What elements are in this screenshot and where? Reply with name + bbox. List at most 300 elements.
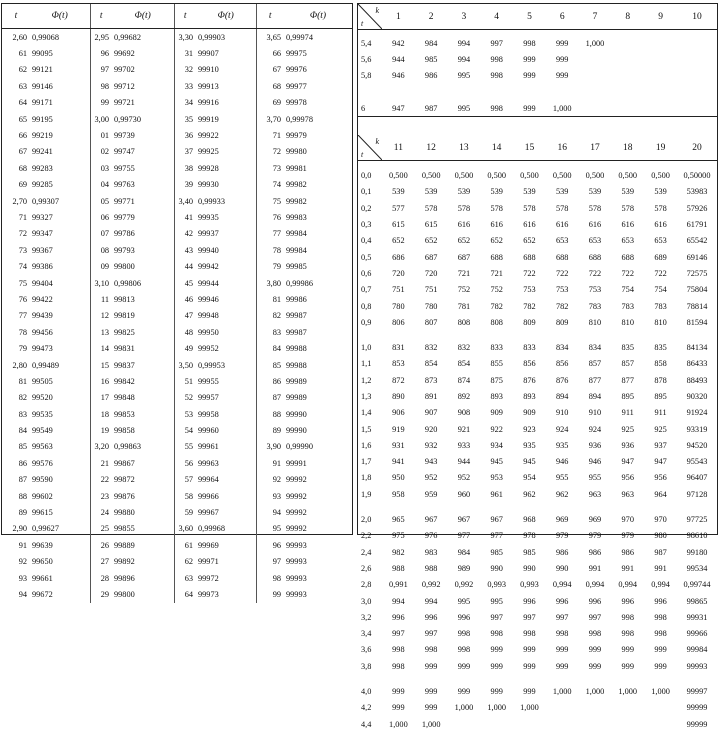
cell-value: 616 xyxy=(490,220,503,230)
cell-value: 970 xyxy=(621,515,634,525)
column-header-phi: Φ(t) xyxy=(196,4,256,29)
cell-t: 13 xyxy=(100,327,109,337)
cell-phi: 99973 xyxy=(196,586,256,602)
cell-t: 76 xyxy=(272,212,281,222)
cell-t: 94 xyxy=(18,589,27,599)
cell-value: 61791 xyxy=(686,220,708,230)
cell-value: 91924 xyxy=(686,408,708,418)
cell-value: 986 xyxy=(621,547,634,557)
cell-value: 946 xyxy=(392,71,405,81)
table-row xyxy=(358,68,717,84)
cell-phi: 0,99978 xyxy=(286,114,313,124)
cell-t: 92 xyxy=(18,557,27,567)
cell-t: 2,80 xyxy=(12,360,27,370)
cell-value: 653 xyxy=(654,236,667,246)
table-row xyxy=(358,339,717,355)
cell-t: 64 xyxy=(184,589,193,599)
cell-value: 924 xyxy=(555,424,569,434)
cell-value: 1,000 xyxy=(552,103,572,113)
cell-value: 578 xyxy=(523,203,536,213)
cell-t: 89 xyxy=(18,508,27,518)
cell-value: 93319 xyxy=(686,424,708,434)
cell-value: 911 xyxy=(654,408,667,418)
cell-value xyxy=(644,100,677,116)
cell-value: 753 xyxy=(555,285,569,295)
cell-value: 947 xyxy=(392,103,405,113)
cell-t: 81 xyxy=(272,294,281,304)
cell-value: 689 xyxy=(654,252,667,262)
cell-value: 894 xyxy=(555,391,569,401)
cell-value: 987 xyxy=(654,547,667,557)
cell-t: 2,60 xyxy=(12,32,27,42)
cell-value: 616 xyxy=(555,220,569,230)
cell-value: 0,992 xyxy=(421,580,441,590)
cell-phi: 0,99903 xyxy=(196,29,256,46)
cell-t: 47 xyxy=(184,311,193,321)
table-row xyxy=(2,406,352,422)
cell-value: 539 xyxy=(523,187,536,197)
column-header-k: 4 xyxy=(480,4,513,30)
cell-value: 1,000 xyxy=(585,38,605,48)
table-row xyxy=(2,439,352,455)
cell-value: 985 xyxy=(424,54,438,64)
cell-value: 967 xyxy=(457,515,471,525)
cell-value: 874 xyxy=(457,375,471,385)
cell-value: 999 xyxy=(555,71,569,81)
table-row xyxy=(358,544,717,560)
cell-value: 986 xyxy=(555,547,569,557)
cell-value: 919 xyxy=(392,424,405,434)
cell-value: 0,991 xyxy=(389,580,408,590)
cell-value: 752 xyxy=(490,285,503,295)
cell-value: 578 xyxy=(457,203,471,213)
cell-t: 95 xyxy=(272,524,281,534)
cell-value: 858 xyxy=(654,359,667,369)
table-row xyxy=(2,455,352,471)
cell-t: 88 xyxy=(18,491,27,501)
cell-value: 688 xyxy=(588,252,602,262)
cell-t: 2,2 xyxy=(361,531,372,541)
cell-t: 3,4 xyxy=(361,629,372,639)
cell-phi: 99960 xyxy=(196,422,256,438)
table-row xyxy=(2,422,352,438)
column-header-k: 11 xyxy=(382,135,415,161)
cell-value: 1,000 xyxy=(520,703,539,713)
cell-phi: 99473 xyxy=(30,340,90,356)
cell-t: 0,8 xyxy=(361,301,372,311)
corner-k-t-label xyxy=(358,135,382,161)
cell-phi: 99880 xyxy=(112,504,174,520)
cell-value: 0,992 xyxy=(454,580,474,590)
cell-phi: 99872 xyxy=(112,472,174,488)
cell-t: 1,8 xyxy=(361,473,372,483)
cell-value: 539 xyxy=(654,187,667,197)
cell-value: 577 xyxy=(392,203,405,213)
cell-t: 65 xyxy=(18,114,27,124)
column-header-k: 13 xyxy=(448,135,481,161)
cell-t: 97 xyxy=(100,65,109,75)
cell-value: 782 xyxy=(490,301,503,311)
column-header-t: t xyxy=(174,4,196,29)
cell-value: 722 xyxy=(555,268,569,278)
cell-value: 910 xyxy=(555,408,569,418)
cell-t: 68 xyxy=(18,163,27,173)
cell-t: 82 xyxy=(272,311,281,321)
cell-value xyxy=(644,700,677,716)
cell-value: 1,000 xyxy=(618,687,638,697)
cell-value: 998 xyxy=(588,629,602,639)
student-table-top xyxy=(358,4,717,116)
cell-value: 954 xyxy=(523,473,536,483)
cell-t: 62 xyxy=(18,65,27,75)
cell-t: 77 xyxy=(18,311,27,321)
cell-value: 99966 xyxy=(686,629,708,639)
cell-value: 999 xyxy=(588,661,602,671)
cell-phi: 99964 xyxy=(196,472,256,488)
cell-phi: 99779 xyxy=(112,209,174,225)
cell-value: 936 xyxy=(588,440,602,450)
cell-value: 998 xyxy=(392,661,405,671)
cell-t: 0,7 xyxy=(361,285,372,295)
cell-phi: 99977 xyxy=(286,81,307,91)
corner-t: t xyxy=(361,19,364,28)
cell-t: 11 xyxy=(101,294,109,304)
cell-value: 97128 xyxy=(686,489,708,499)
cell-value: 997 xyxy=(392,629,405,639)
cell-value: 781 xyxy=(457,301,471,311)
cell-t: 66 xyxy=(272,49,281,59)
cell-t: 94 xyxy=(272,508,281,518)
cell-value: 998 xyxy=(490,103,503,113)
cell-phi: 99404 xyxy=(30,275,90,291)
cell-t: 3,20 xyxy=(94,442,109,452)
cell-value: 0,993 xyxy=(520,580,539,590)
column-header-k: 8 xyxy=(611,4,644,30)
cell-phi: 99980 xyxy=(286,147,307,157)
cell-value: 997 xyxy=(490,38,503,48)
cell-value: 652 xyxy=(457,236,471,246)
cell-value: 969 xyxy=(555,515,569,525)
cell-value: 944 xyxy=(392,54,405,64)
cell-phi: 0,99968 xyxy=(196,521,256,537)
cell-t: 96 xyxy=(100,49,109,59)
cell-value xyxy=(546,84,579,100)
cell-phi: 99650 xyxy=(30,554,90,570)
cell-t: 1,3 xyxy=(361,391,372,401)
cell-t: 64 xyxy=(18,98,27,108)
cell-value: 720 xyxy=(392,268,405,278)
cell-value: 999 xyxy=(555,661,569,671)
cell-value: 99999 xyxy=(686,703,708,713)
cell-phi: 99747 xyxy=(112,144,174,160)
table-row xyxy=(2,521,352,537)
cell-t: 0,4 xyxy=(361,236,372,246)
cell-value: 998 xyxy=(490,629,503,639)
cell-phi: 99793 xyxy=(112,242,174,258)
table-row xyxy=(358,298,717,314)
cell-phi: 99848 xyxy=(112,390,174,406)
cell-value: 783 xyxy=(588,301,602,311)
cell-value: 908 xyxy=(457,408,471,418)
cell-value: 963 xyxy=(588,489,602,499)
cell-value: 990 xyxy=(490,563,503,573)
cell-value xyxy=(644,35,677,51)
cell-value: 1,000 xyxy=(454,703,474,713)
cell-phi: 99876 xyxy=(112,488,174,504)
cell-t: 2,6 xyxy=(361,563,372,573)
cell-t: 21 xyxy=(100,458,109,468)
cell-phi: 99978 xyxy=(286,98,307,108)
cell-t: 98 xyxy=(272,573,281,583)
cell-value: 539 xyxy=(555,187,569,197)
cell-t: 45 xyxy=(184,278,193,288)
cell-phi: 99195 xyxy=(30,111,90,127)
cell-t: 06 xyxy=(100,212,109,222)
cell-t: 16 xyxy=(100,376,109,386)
table-row xyxy=(2,291,352,307)
cell-value: 920 xyxy=(424,424,438,434)
cell-value: 783 xyxy=(654,301,667,311)
cell-value: 96407 xyxy=(686,473,708,483)
cell-phi: 99963 xyxy=(196,455,256,471)
cell-phi: 0,99933 xyxy=(196,193,256,209)
cell-t: 53 xyxy=(184,409,193,419)
cell-value: 936 xyxy=(621,440,634,450)
cell-value: 720 xyxy=(424,268,438,278)
cell-phi: 99966 xyxy=(196,488,256,504)
column-header-k: 5 xyxy=(513,4,546,30)
cell-value xyxy=(677,35,717,51)
cell-phi: 99813 xyxy=(112,291,174,307)
cell-value: 653 xyxy=(621,236,634,246)
cell-t: 55 xyxy=(184,442,193,452)
cell-phi: 99925 xyxy=(196,144,256,160)
cell-value: 906 xyxy=(392,408,405,418)
column-header-k: 7 xyxy=(579,4,612,30)
cell-value: 722 xyxy=(523,268,536,278)
cell-phi: 0,99863 xyxy=(112,439,174,455)
column-header-k: 6 xyxy=(546,4,579,30)
cell-value: 0,500 xyxy=(421,171,441,181)
cell-t: 78 xyxy=(18,327,27,337)
cell-phi: 99171 xyxy=(30,95,90,111)
cell-t: 98 xyxy=(100,81,109,91)
table-row xyxy=(358,184,717,200)
table-row xyxy=(358,35,717,51)
cell-phi: 99422 xyxy=(30,291,90,307)
cell-value: 990 xyxy=(523,563,536,573)
cell-value: 977 xyxy=(490,531,503,541)
cell-phi: 99946 xyxy=(196,291,256,307)
cell-value: 857 xyxy=(588,359,602,369)
cell-t: 0,2 xyxy=(361,203,372,213)
column-header-k: 17 xyxy=(579,135,612,161)
cell-t: 66 xyxy=(18,131,27,141)
cell-value: 893 xyxy=(490,391,503,401)
cell-t: 56 xyxy=(184,458,193,468)
cell-value: 969 xyxy=(588,515,602,525)
cell-t: 59 xyxy=(184,508,193,518)
cell-value: 991 xyxy=(654,563,667,573)
cell-value xyxy=(579,716,612,732)
cell-value: 806 xyxy=(392,317,405,327)
table-row xyxy=(358,100,717,116)
cell-phi: 99982 xyxy=(286,196,307,206)
cell-phi: 99549 xyxy=(30,422,90,438)
cell-phi: 0,99953 xyxy=(196,357,256,373)
cell-phi: 99944 xyxy=(196,275,256,291)
cell-value: 578 xyxy=(588,203,602,213)
table-row xyxy=(358,486,717,502)
cell-phi: 99800 xyxy=(112,258,174,274)
cell-t: 77 xyxy=(272,229,281,239)
table-row xyxy=(358,388,717,404)
cell-value: 831 xyxy=(392,343,405,353)
cell-phi: 99535 xyxy=(30,406,90,422)
table-row xyxy=(2,127,352,143)
cell-phi: 99702 xyxy=(112,62,174,78)
column-header-k: 12 xyxy=(415,135,448,161)
cell-value: 999 xyxy=(654,661,667,671)
cell-value: 985 xyxy=(490,547,503,557)
cell-value: 932 xyxy=(424,440,438,450)
cell-value: 999 xyxy=(392,703,405,713)
cell-value: 999 xyxy=(621,661,634,671)
cell-value: 977 xyxy=(457,531,471,541)
cell-phi: 99950 xyxy=(196,324,256,340)
table-row xyxy=(2,78,352,94)
cell-phi: 0,99627 xyxy=(30,521,90,537)
cell-t: 08 xyxy=(100,245,109,255)
cell-value: 782 xyxy=(523,301,536,311)
cell-value xyxy=(677,84,717,100)
cell-phi: 99976 xyxy=(286,65,307,75)
table-row xyxy=(2,95,352,111)
spacer-row xyxy=(358,674,717,683)
cell-value: 998 xyxy=(654,629,667,639)
table-row xyxy=(358,216,717,232)
cell-value: 0,994 xyxy=(552,580,572,590)
cell-phi: 99985 xyxy=(286,262,307,272)
cell-phi: 99967 xyxy=(196,504,256,520)
cell-t: 1,1 xyxy=(361,359,372,369)
cell-value: 999 xyxy=(621,645,634,655)
cell-value: 998 xyxy=(457,645,471,655)
cell-phi: 99948 xyxy=(196,308,256,324)
cell-phi: 99989 xyxy=(286,376,307,386)
cell-value: 947 xyxy=(621,457,634,467)
cell-value: 892 xyxy=(457,391,471,401)
cell-value xyxy=(644,51,677,67)
cell-value: 833 xyxy=(490,343,503,353)
cell-value: 688 xyxy=(555,252,569,262)
cell-value: 911 xyxy=(621,408,634,418)
cell-value: 832 xyxy=(424,343,438,353)
cell-t: 87 xyxy=(18,475,27,485)
cell-t: 25 xyxy=(100,524,109,534)
cell-phi: 99987 xyxy=(286,311,307,321)
cell-phi: 99867 xyxy=(112,455,174,471)
cell-t: 93 xyxy=(272,491,281,501)
cell-phi: 99146 xyxy=(30,78,90,94)
cell-value: 652 xyxy=(424,236,438,246)
cell-t: 18 xyxy=(100,409,109,419)
cell-value: 1,000 xyxy=(389,719,408,729)
table-row xyxy=(2,357,352,373)
column-header-k: 2 xyxy=(415,4,448,30)
cell-phi: 99456 xyxy=(30,324,90,340)
cell-phi: 99639 xyxy=(30,537,90,553)
cell-t: 69 xyxy=(272,98,281,108)
cell-value: 998 xyxy=(457,629,471,639)
cell-value: 995 xyxy=(457,596,471,606)
cell-value: 894 xyxy=(588,391,602,401)
cell-phi: 99367 xyxy=(30,242,90,258)
cell-t: 3,8 xyxy=(361,661,372,671)
cell-value: 950 xyxy=(392,473,405,483)
cell-t: 3,0 xyxy=(361,596,372,606)
cell-value xyxy=(644,84,677,100)
cell-t xyxy=(358,84,382,100)
cell-value: 975 xyxy=(392,531,405,541)
cell-value: 0,500 xyxy=(552,171,572,181)
cell-phi: 99672 xyxy=(30,586,90,602)
cell-value: 996 xyxy=(588,596,602,606)
cell-value: 875 xyxy=(490,375,503,385)
cell-value: 780 xyxy=(424,301,438,311)
cell-phi: 99992 xyxy=(286,524,307,534)
cell-value: 999 xyxy=(424,703,438,713)
table-row xyxy=(2,144,352,160)
cell-value: 996 xyxy=(424,612,438,622)
cell-phi: 99919 xyxy=(196,111,256,127)
cell-t: 63 xyxy=(18,81,27,91)
cell-t: 07 xyxy=(100,229,109,239)
table-row xyxy=(358,577,717,593)
column-header-t: t xyxy=(90,4,112,29)
cell-value: 999 xyxy=(588,645,602,655)
cell-value: 1,000 xyxy=(651,687,670,697)
cell-value: 99993 xyxy=(686,661,708,671)
cell-value: 0,50000 xyxy=(683,171,711,181)
cell-value: 999 xyxy=(555,645,569,655)
cell-t: 1,0 xyxy=(361,343,372,353)
cell-phi: 99958 xyxy=(196,406,256,422)
cell-value: 1,000 xyxy=(585,687,605,697)
cell-phi: 0,99990 xyxy=(286,442,313,452)
column-header-k: 18 xyxy=(611,135,644,161)
cell-t: 27 xyxy=(100,557,109,567)
cell-value: 998 xyxy=(621,629,634,639)
cell-t: 3,50 xyxy=(178,360,193,370)
cell-value: 946 xyxy=(588,457,602,467)
cell-value: 952 xyxy=(457,473,471,483)
cell-t: 29 xyxy=(100,589,109,599)
cell-value: 946 xyxy=(555,457,569,467)
cell-value: 925 xyxy=(621,424,634,434)
cell-value: 810 xyxy=(654,317,667,327)
cell-value: 0,993 xyxy=(487,580,507,590)
cell-value: 1,000 xyxy=(552,687,572,697)
cell-value: 925 xyxy=(654,424,667,434)
cell-phi: 99721 xyxy=(112,95,174,111)
cell-value: 991 xyxy=(621,563,634,573)
cell-value: 999 xyxy=(424,661,438,671)
cell-t: 44 xyxy=(184,262,193,272)
cell-phi: 99771 xyxy=(112,193,174,209)
cell-value: 0,500 xyxy=(454,171,474,181)
phi-table-header-row xyxy=(2,4,352,29)
